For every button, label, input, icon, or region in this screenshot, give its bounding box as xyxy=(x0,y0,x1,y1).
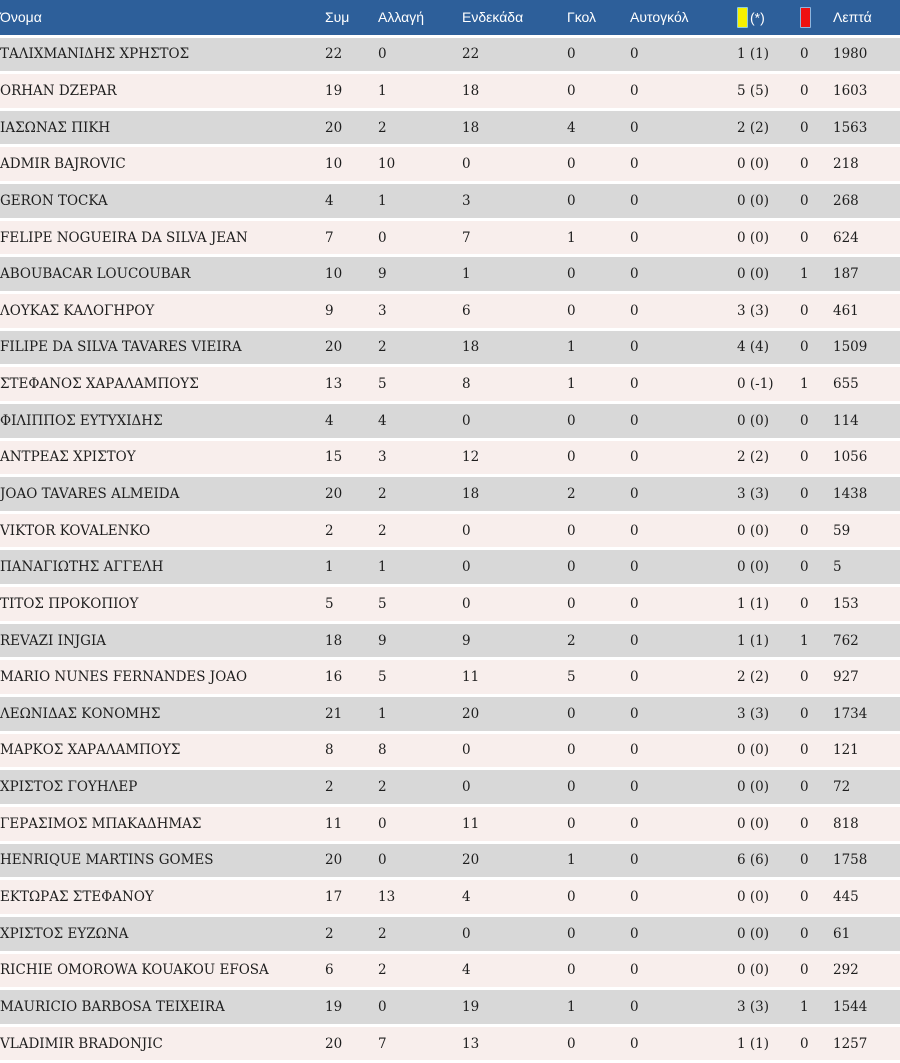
goals-cell: 4 xyxy=(567,109,630,146)
minutes-cell: 5 xyxy=(833,549,900,586)
header-row xyxy=(0,0,900,36)
appearances-cell: 19 xyxy=(325,989,378,1026)
red-cards-cell: 1 xyxy=(800,989,833,1026)
own-goals-cell: 0 xyxy=(630,146,737,183)
player-name-cell: ADMIR BAJROVIC xyxy=(0,146,325,183)
minutes-cell: 655 xyxy=(833,366,900,403)
player-name-cell: JOAO TAVARES ALMEIDA xyxy=(0,476,325,513)
table-row xyxy=(0,476,900,513)
table-row xyxy=(0,549,900,586)
player-name-cell: ΤΑΛΙΧΜΑΝΙΔΗΣ ΧΡΗΣΤΟΣ xyxy=(0,36,325,73)
minutes-cell: 121 xyxy=(833,732,900,769)
substitution-cell: 3 xyxy=(378,439,462,476)
player-name-cell: REVAZI INJGIA xyxy=(0,622,325,659)
goals-cell: 1 xyxy=(567,366,630,403)
table-row xyxy=(0,1025,900,1062)
table-row xyxy=(0,512,900,549)
own-goals-cell: 0 xyxy=(630,292,737,329)
red-cards-cell: 1 xyxy=(800,622,833,659)
substitution-cell: 2 xyxy=(378,109,462,146)
starting-eleven-cell: 7 xyxy=(462,219,567,256)
table-row xyxy=(0,732,900,769)
goals-cell: 0 xyxy=(567,915,630,952)
yellow-cards-cell: 0 (0) xyxy=(737,146,800,183)
minutes-cell: 1603 xyxy=(833,73,900,110)
table-row xyxy=(0,36,900,73)
starting-eleven-cell: 11 xyxy=(462,805,567,842)
appearances-cell: 20 xyxy=(325,476,378,513)
minutes-cell: 927 xyxy=(833,659,900,696)
appearances-cell: 18 xyxy=(325,622,378,659)
yellow-cards-cell: 1 (1) xyxy=(737,36,800,73)
player-name-cell: GERON TOCKA xyxy=(0,183,325,220)
goals-cell: 0 xyxy=(567,36,630,73)
appearances-cell: 22 xyxy=(325,36,378,73)
appearances-cell: 21 xyxy=(325,696,378,733)
player-name-cell: ΤΙΤΟΣ ΠΡΟΚΟΠΙΟΥ xyxy=(0,586,325,623)
column-header-appearances: Συμ xyxy=(325,0,378,36)
table-row xyxy=(0,109,900,146)
substitution-cell: 1 xyxy=(378,696,462,733)
appearances-cell: 9 xyxy=(325,292,378,329)
own-goals-cell: 0 xyxy=(630,732,737,769)
goals-cell: 0 xyxy=(567,549,630,586)
appearances-cell: 11 xyxy=(325,805,378,842)
player-name-cell: ΛΟΥΚΑΣ ΚΑΛΟΓΗΡΟΥ xyxy=(0,292,325,329)
yellow-cards-cell: 6 (6) xyxy=(737,842,800,879)
starting-eleven-cell: 0 xyxy=(462,549,567,586)
own-goals-cell: 0 xyxy=(630,366,737,403)
minutes-cell: 762 xyxy=(833,622,900,659)
goals-cell: 0 xyxy=(567,439,630,476)
substitution-cell: 1 xyxy=(378,183,462,220)
player-name-cell: ΑΝΤΡΕΑΣ ΧΡΙΣΤΟΥ xyxy=(0,439,325,476)
starting-eleven-cell: 22 xyxy=(462,36,567,73)
yellow-cards-cell: 1 (1) xyxy=(737,622,800,659)
appearances-cell: 2 xyxy=(325,769,378,806)
yellow-cards-cell: 5 (5) xyxy=(737,73,800,110)
own-goals-cell: 0 xyxy=(630,476,737,513)
minutes-cell: 187 xyxy=(833,256,900,293)
yellow-cards-cell: 0 (0) xyxy=(737,952,800,989)
own-goals-cell: 0 xyxy=(630,219,737,256)
minutes-cell: 1758 xyxy=(833,842,900,879)
substitution-cell: 1 xyxy=(378,73,462,110)
minutes-cell: 114 xyxy=(833,402,900,439)
yellow-cards-cell: 0 (0) xyxy=(737,549,800,586)
red-cards-cell: 1 xyxy=(800,366,833,403)
red-cards-cell: 0 xyxy=(800,915,833,952)
player-name-cell: ΦΙΛΙΠΠΟΣ ΕΥΤΥΧΙΔΗΣ xyxy=(0,402,325,439)
player-name-cell: VLADIMIR BRADONJIC xyxy=(0,1025,325,1062)
own-goals-cell: 0 xyxy=(630,696,737,733)
appearances-cell: 5 xyxy=(325,586,378,623)
own-goals-cell: 0 xyxy=(630,659,737,696)
minutes-cell: 1509 xyxy=(833,329,900,366)
table-row xyxy=(0,879,900,916)
yellow-cards-cell: 1 (1) xyxy=(737,1025,800,1062)
minutes-cell: 268 xyxy=(833,183,900,220)
player-name-cell: ΣΤΕΦΑΝΟΣ ΧΑΡΑΛΑΜΠΟΥΣ xyxy=(0,366,325,403)
column-header-yellow-cards xyxy=(737,0,800,36)
substitution-cell: 13 xyxy=(378,879,462,916)
table-row xyxy=(0,842,900,879)
yellow-cards-cell: 3 (3) xyxy=(737,476,800,513)
own-goals-cell: 0 xyxy=(630,183,737,220)
player-name-cell: VIKTOR KOVALENKO xyxy=(0,512,325,549)
player-name-cell: MAURICIO BARBOSA TEIXEIRA xyxy=(0,989,325,1026)
goals-cell: 1 xyxy=(567,989,630,1026)
minutes-cell: 1563 xyxy=(833,109,900,146)
red-cards-cell: 0 xyxy=(800,219,833,256)
player-name-cell: FILIPE DA SILVA TAVARES VIEIRA xyxy=(0,329,325,366)
minutes-cell: 461 xyxy=(833,292,900,329)
starting-eleven-cell: 20 xyxy=(462,842,567,879)
yellow-cards-cell: 0 (0) xyxy=(737,805,800,842)
own-goals-cell: 0 xyxy=(630,805,737,842)
own-goals-cell: 0 xyxy=(630,329,737,366)
column-header-own-goals: Αυτογκόλ xyxy=(630,0,737,36)
substitution-cell: 5 xyxy=(378,586,462,623)
starting-eleven-cell: 18 xyxy=(462,73,567,110)
substitution-cell: 1 xyxy=(378,549,462,586)
starting-eleven-cell: 18 xyxy=(462,476,567,513)
minutes-cell: 1544 xyxy=(833,989,900,1026)
minutes-cell: 1056 xyxy=(833,439,900,476)
table-body xyxy=(0,36,900,1062)
minutes-cell: 61 xyxy=(833,915,900,952)
table-row xyxy=(0,329,900,366)
player-name-cell: ORHAN DZEPAR xyxy=(0,73,325,110)
appearances-cell: 4 xyxy=(325,402,378,439)
yellow-cards-cell: 0 (0) xyxy=(737,256,800,293)
yellow-cards-cell: 1 (1) xyxy=(737,586,800,623)
goals-cell: 0 xyxy=(567,696,630,733)
yellow-cards-cell: 0 (0) xyxy=(737,512,800,549)
substitution-cell: 2 xyxy=(378,512,462,549)
appearances-cell: 20 xyxy=(325,842,378,879)
table-row xyxy=(0,586,900,623)
substitution-cell: 9 xyxy=(378,256,462,293)
goals-cell: 0 xyxy=(567,146,630,183)
red-cards-cell: 0 xyxy=(800,183,833,220)
own-goals-cell: 0 xyxy=(630,915,737,952)
column-header-red-cards xyxy=(800,0,833,36)
red-cards-cell: 0 xyxy=(800,292,833,329)
red-cards-cell: 0 xyxy=(800,329,833,366)
red-cards-cell: 0 xyxy=(800,439,833,476)
player-name-cell: ΧΡΙΣΤΟΣ ΕΥΖΩΝΑ xyxy=(0,915,325,952)
red-cards-cell: 0 xyxy=(800,586,833,623)
appearances-cell: 7 xyxy=(325,219,378,256)
goals-cell: 0 xyxy=(567,732,630,769)
minutes-cell: 1980 xyxy=(833,36,900,73)
goals-cell: 2 xyxy=(567,476,630,513)
red-cards-cell: 0 xyxy=(800,952,833,989)
yellow-cards-cell: 0 (0) xyxy=(737,915,800,952)
substitution-cell: 4 xyxy=(378,402,462,439)
substitution-cell: 0 xyxy=(378,842,462,879)
substitution-cell: 0 xyxy=(378,36,462,73)
yellow-cards-cell: 0 (0) xyxy=(737,879,800,916)
table-row xyxy=(0,952,900,989)
substitution-cell: 2 xyxy=(378,329,462,366)
red-cards-cell: 0 xyxy=(800,512,833,549)
substitution-cell: 8 xyxy=(378,732,462,769)
goals-cell: 0 xyxy=(567,402,630,439)
table-row xyxy=(0,659,900,696)
table-row xyxy=(0,915,900,952)
goals-cell: 0 xyxy=(567,183,630,220)
own-goals-cell: 0 xyxy=(630,256,737,293)
yellow-cards-cell: 2 (2) xyxy=(737,109,800,146)
red-cards-cell: 1 xyxy=(800,256,833,293)
red-cards-cell: 0 xyxy=(800,879,833,916)
starting-eleven-cell: 13 xyxy=(462,1025,567,1062)
column-header-substitution: Αλλαγή xyxy=(378,0,462,36)
yellow-cards-cell: 3 (3) xyxy=(737,292,800,329)
goals-cell: 0 xyxy=(567,879,630,916)
own-goals-cell: 0 xyxy=(630,402,737,439)
substitution-cell: 2 xyxy=(378,476,462,513)
own-goals-cell: 0 xyxy=(630,952,737,989)
yellow-cards-cell: 4 (4) xyxy=(737,329,800,366)
minutes-cell: 818 xyxy=(833,805,900,842)
starting-eleven-cell: 18 xyxy=(462,109,567,146)
appearances-cell: 20 xyxy=(325,329,378,366)
goals-cell: 5 xyxy=(567,659,630,696)
player-name-cell: FELIPE NOGUEIRA DA SILVA JEAN xyxy=(0,219,325,256)
goals-cell: 0 xyxy=(567,769,630,806)
yellow-cards-cell: 2 (2) xyxy=(737,659,800,696)
substitution-cell: 5 xyxy=(378,366,462,403)
own-goals-cell: 0 xyxy=(630,769,737,806)
appearances-cell: 2 xyxy=(325,512,378,549)
substitution-cell: 7 xyxy=(378,1025,462,1062)
minutes-cell: 72 xyxy=(833,769,900,806)
own-goals-cell: 0 xyxy=(630,36,737,73)
starting-eleven-cell: 0 xyxy=(462,915,567,952)
table-row xyxy=(0,805,900,842)
own-goals-cell: 0 xyxy=(630,879,737,916)
minutes-cell: 59 xyxy=(833,512,900,549)
own-goals-cell: 0 xyxy=(630,989,737,1026)
substitution-cell: 10 xyxy=(378,146,462,183)
starting-eleven-cell: 1 xyxy=(462,256,567,293)
red-card-icon xyxy=(800,7,811,28)
starting-eleven-cell: 8 xyxy=(462,366,567,403)
player-name-cell: ΓΕΡΑΣΙΜΟΣ ΜΠΑΚΑΔΗΜΑΣ xyxy=(0,805,325,842)
goals-cell: 0 xyxy=(567,1025,630,1062)
column-header-minutes: Λεπτά xyxy=(833,0,900,36)
yellow-cards-cell: 0 (0) xyxy=(737,183,800,220)
starting-eleven-cell: 11 xyxy=(462,659,567,696)
table-header xyxy=(0,0,900,36)
appearances-cell: 16 xyxy=(325,659,378,696)
own-goals-cell: 0 xyxy=(630,512,737,549)
starting-eleven-cell: 0 xyxy=(462,402,567,439)
goals-cell: 0 xyxy=(567,512,630,549)
minutes-cell: 153 xyxy=(833,586,900,623)
player-name-cell: ΠΑΝΑΓΙΩΤΗΣ ΑΓΓΕΛΗ xyxy=(0,549,325,586)
appearances-cell: 10 xyxy=(325,146,378,183)
yellow-cards-cell: 0 (0) xyxy=(737,219,800,256)
starting-eleven-cell: 19 xyxy=(462,989,567,1026)
appearances-cell: 4 xyxy=(325,183,378,220)
table-row xyxy=(0,292,900,329)
red-cards-cell: 0 xyxy=(800,805,833,842)
goals-cell: 0 xyxy=(567,952,630,989)
own-goals-cell: 0 xyxy=(630,439,737,476)
starting-eleven-cell: 6 xyxy=(462,292,567,329)
table-row xyxy=(0,402,900,439)
starting-eleven-cell: 0 xyxy=(462,512,567,549)
goals-cell: 0 xyxy=(567,292,630,329)
yellow-cards-cell: 3 (3) xyxy=(737,696,800,733)
appearances-cell: 8 xyxy=(325,732,378,769)
red-cards-cell: 0 xyxy=(800,842,833,879)
minutes-cell: 624 xyxy=(833,219,900,256)
appearances-cell: 20 xyxy=(325,1025,378,1062)
player-name-cell: ΛΕΩΝΙΔΑΣ ΚΟΝΟΜΗΣ xyxy=(0,696,325,733)
goals-cell: 0 xyxy=(567,586,630,623)
appearances-cell: 6 xyxy=(325,952,378,989)
own-goals-cell: 0 xyxy=(630,586,737,623)
red-cards-cell: 0 xyxy=(800,146,833,183)
yellow-cards-cell: 0 (-1) xyxy=(737,366,800,403)
red-cards-cell: 0 xyxy=(800,36,833,73)
minutes-cell: 1438 xyxy=(833,476,900,513)
starting-eleven-cell: 4 xyxy=(462,879,567,916)
red-cards-cell: 0 xyxy=(800,402,833,439)
substitution-cell: 0 xyxy=(378,989,462,1026)
own-goals-cell: 0 xyxy=(630,109,737,146)
table-row xyxy=(0,146,900,183)
starting-eleven-cell: 0 xyxy=(462,769,567,806)
appearances-cell: 1 xyxy=(325,549,378,586)
yellow-card-icon xyxy=(737,7,748,28)
substitution-cell: 0 xyxy=(378,219,462,256)
yellow-cards-cell: 0 (0) xyxy=(737,402,800,439)
table-row xyxy=(0,696,900,733)
table-row xyxy=(0,439,900,476)
substitution-cell: 5 xyxy=(378,659,462,696)
goals-cell: 0 xyxy=(567,805,630,842)
goals-cell: 1 xyxy=(567,219,630,256)
substitution-cell: 0 xyxy=(378,805,462,842)
starting-eleven-cell: 4 xyxy=(462,952,567,989)
yellow-cards-cell: 0 (0) xyxy=(737,769,800,806)
yellow-cards-cell: 2 (2) xyxy=(737,439,800,476)
table-row xyxy=(0,622,900,659)
starting-eleven-cell: 0 xyxy=(462,586,567,623)
appearances-cell: 13 xyxy=(325,366,378,403)
red-cards-cell: 0 xyxy=(800,696,833,733)
appearances-cell: 19 xyxy=(325,73,378,110)
player-name-cell: HENRIQUE MARTINS GOMES xyxy=(0,842,325,879)
own-goals-cell: 0 xyxy=(630,549,737,586)
player-name-cell: ΕΚΤΩΡΑΣ ΣΤΕΦΑΝΟΥ xyxy=(0,879,325,916)
minutes-cell: 218 xyxy=(833,146,900,183)
own-goals-cell: 0 xyxy=(630,73,737,110)
column-header-goals: Γκολ xyxy=(567,0,630,36)
minutes-cell: 1257 xyxy=(833,1025,900,1062)
red-cards-cell: 0 xyxy=(800,476,833,513)
player-name-cell: ABOUBACAR LOUCOUBAR xyxy=(0,256,325,293)
player-name-cell: RICHIE OMOROWA KOUAKOU EFOSA xyxy=(0,952,325,989)
red-cards-cell: 0 xyxy=(800,1025,833,1062)
player-name-cell: ΧΡΙΣΤΟΣ ΓΟΥΗΛΕΡ xyxy=(0,769,325,806)
starting-eleven-cell: 0 xyxy=(462,146,567,183)
red-cards-cell: 0 xyxy=(800,549,833,586)
red-cards-cell: 0 xyxy=(800,659,833,696)
substitution-cell: 2 xyxy=(378,952,462,989)
minutes-cell: 292 xyxy=(833,952,900,989)
table-row xyxy=(0,73,900,110)
table-row xyxy=(0,183,900,220)
substitution-cell: 3 xyxy=(378,292,462,329)
column-header-starting-eleven: Ενδεκάδα xyxy=(462,0,567,36)
table-row xyxy=(0,219,900,256)
appearances-cell: 20 xyxy=(325,109,378,146)
yellow-cards-cell: 3 (3) xyxy=(737,989,800,1026)
starting-eleven-cell: 20 xyxy=(462,696,567,733)
goals-cell: 2 xyxy=(567,622,630,659)
substitution-cell: 2 xyxy=(378,769,462,806)
goals-cell: 1 xyxy=(567,329,630,366)
player-name-cell: ΜΑΡΚΟΣ ΧΑΡΑΛΑΜΠΟΥΣ xyxy=(0,732,325,769)
red-cards-cell: 0 xyxy=(800,73,833,110)
substitution-cell: 2 xyxy=(378,915,462,952)
yellow-card-asterisk-label: (*) xyxy=(750,9,765,26)
own-goals-cell: 0 xyxy=(630,1025,737,1062)
yellow-cards-cell: 0 (0) xyxy=(737,732,800,769)
goals-cell: 1 xyxy=(567,842,630,879)
appearances-cell: 15 xyxy=(325,439,378,476)
goals-cell: 0 xyxy=(567,73,630,110)
red-cards-cell: 0 xyxy=(800,732,833,769)
table-row xyxy=(0,989,900,1026)
substitution-cell: 9 xyxy=(378,622,462,659)
appearances-cell: 17 xyxy=(325,879,378,916)
player-name-cell: MARIO NUNES FERNANDES JOAO xyxy=(0,659,325,696)
player-name-cell: ΙΑΣΩΝΑΣ ΠΙΚΗ xyxy=(0,109,325,146)
own-goals-cell: 0 xyxy=(630,622,737,659)
starting-eleven-cell: 0 xyxy=(462,732,567,769)
minutes-cell: 1734 xyxy=(833,696,900,733)
table-row xyxy=(0,366,900,403)
red-cards-cell: 0 xyxy=(800,769,833,806)
own-goals-cell: 0 xyxy=(630,842,737,879)
goals-cell: 0 xyxy=(567,256,630,293)
starting-eleven-cell: 9 xyxy=(462,622,567,659)
minutes-cell: 445 xyxy=(833,879,900,916)
table-row xyxy=(0,256,900,293)
red-cards-cell: 0 xyxy=(800,109,833,146)
appearances-cell: 10 xyxy=(325,256,378,293)
column-header-name: Όνομα xyxy=(0,0,325,36)
starting-eleven-cell: 3 xyxy=(462,183,567,220)
starting-eleven-cell: 12 xyxy=(462,439,567,476)
appearances-cell: 2 xyxy=(325,915,378,952)
table-row xyxy=(0,769,900,806)
starting-eleven-cell: 18 xyxy=(462,329,567,366)
